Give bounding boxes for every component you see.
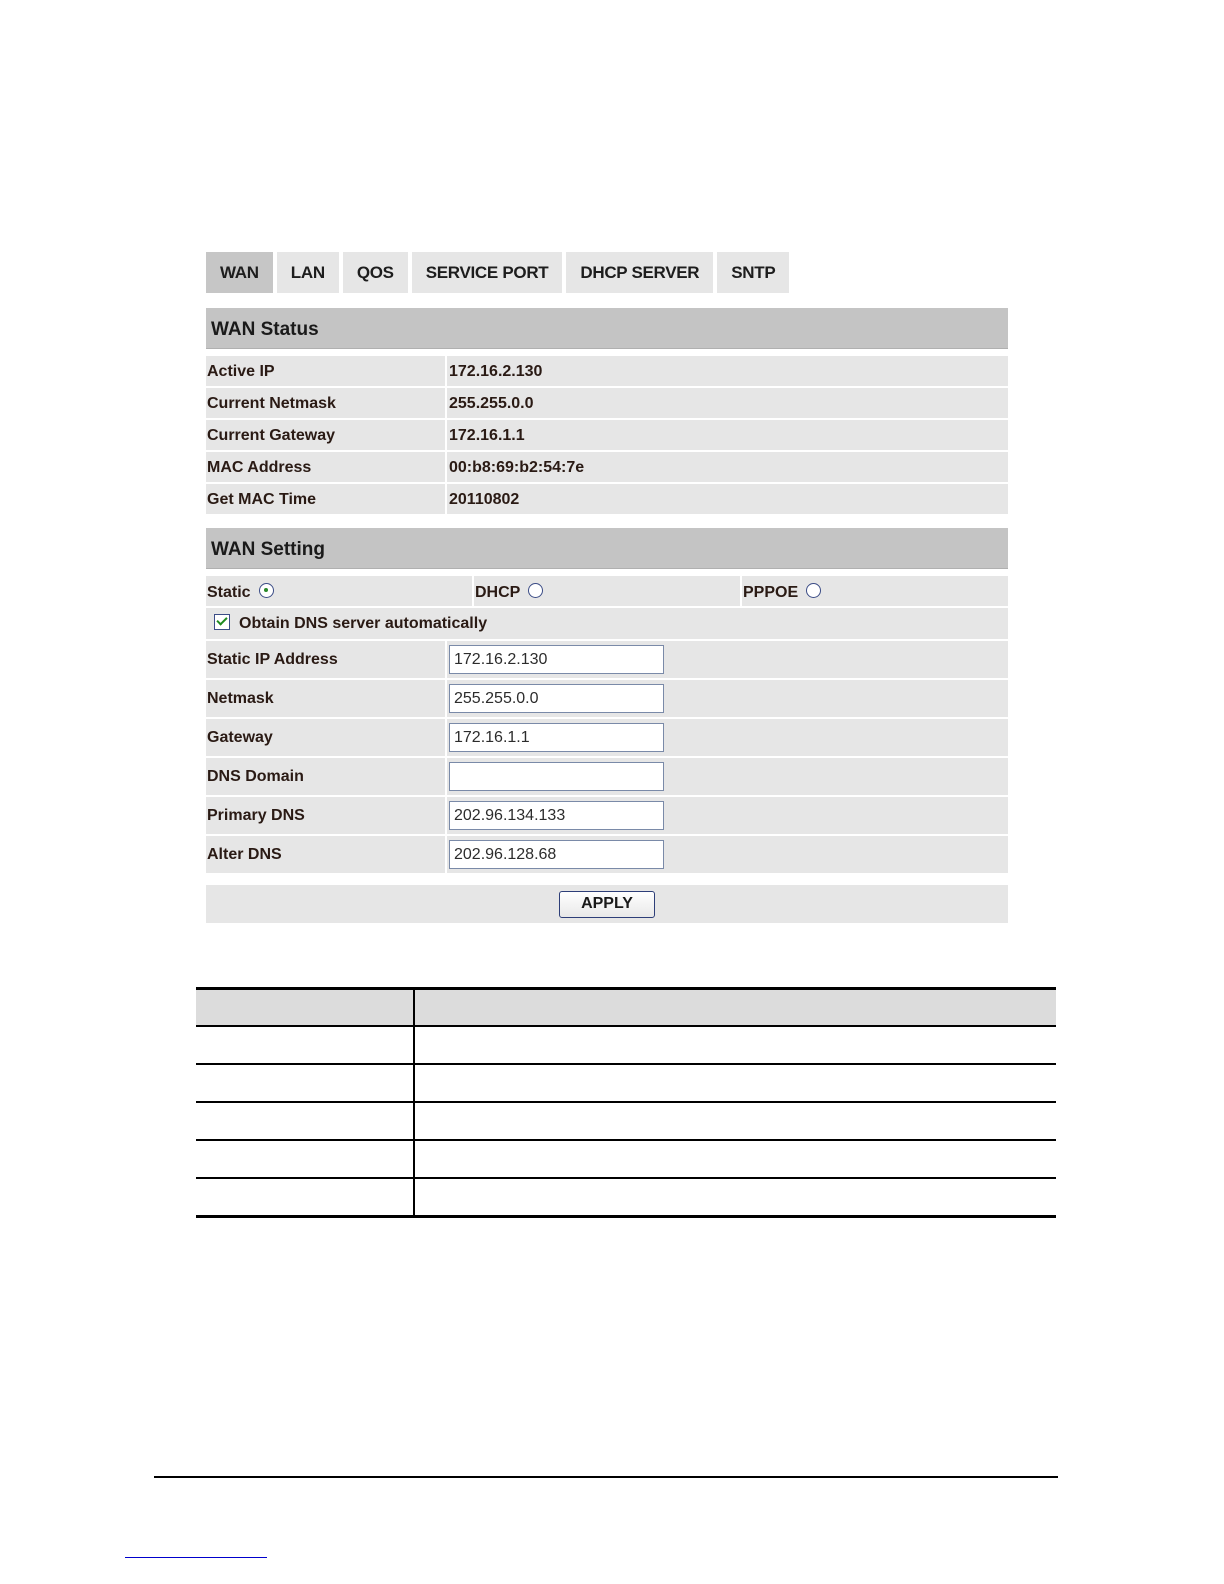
tab-lan[interactable]: LAN	[277, 252, 339, 293]
status-value: 255.255.0.0	[447, 388, 1008, 418]
mode-dhcp[interactable]	[474, 576, 740, 606]
apply-row	[206, 885, 1008, 923]
field-row-alter-dns	[206, 836, 1008, 873]
document-table	[196, 987, 1056, 1218]
pppoe-radio[interactable]	[806, 583, 821, 598]
tab-dhcp-server[interactable]: DHCP SERVER	[566, 252, 713, 293]
wan-status-header: WAN Status	[206, 308, 1008, 349]
mode-pppoe-label: PPPOE	[743, 584, 799, 601]
mode-static-label: Static	[207, 584, 251, 601]
status-value: 20110802	[447, 484, 1008, 514]
dns-domain-input[interactable]	[449, 762, 664, 791]
mode-dhcp-label: DHCP	[475, 584, 521, 601]
mode-static[interactable]	[206, 576, 472, 606]
gateway-input[interactable]	[449, 723, 664, 752]
static-ip-input[interactable]	[449, 645, 664, 674]
table-row	[196, 1102, 1056, 1140]
table-header-row	[196, 989, 1056, 1027]
status-value: 172.16.2.130	[447, 356, 1008, 386]
apply-button[interactable]: APPLY	[559, 891, 655, 918]
tab-bar	[206, 252, 1008, 293]
primary-dns-input[interactable]	[449, 801, 664, 830]
field-row-gateway	[206, 719, 1008, 756]
wan-setting-form	[206, 576, 1008, 923]
field-label: Primary DNS	[206, 797, 445, 834]
static-radio[interactable]	[259, 583, 274, 598]
status-label: Get MAC Time	[206, 484, 445, 514]
status-label: Current Netmask	[206, 388, 445, 418]
status-value: 172.16.1.1	[447, 420, 1008, 450]
status-label: MAC Address	[206, 452, 445, 482]
field-label: Gateway	[206, 719, 445, 756]
connection-mode-row	[206, 576, 1008, 606]
status-row-mac-time	[206, 484, 1008, 514]
table-row	[196, 1140, 1056, 1178]
obtain-dns-row	[206, 608, 1008, 639]
status-row-active-ip	[206, 356, 1008, 386]
wan-status-table	[206, 356, 1008, 514]
status-label: Active IP	[206, 356, 445, 386]
tab-service-port[interactable]: SERVICE PORT	[412, 252, 563, 293]
tab-wan[interactable]: WAN	[206, 252, 273, 293]
footer-rule	[154, 1476, 1058, 1478]
table-row	[196, 1026, 1056, 1064]
field-row-static-ip	[206, 641, 1008, 678]
alter-dns-input[interactable]	[449, 840, 664, 869]
status-label: Current Gateway	[206, 420, 445, 450]
tab-sntp[interactable]: SNTP	[717, 252, 789, 293]
mode-pppoe[interactable]	[742, 576, 1008, 606]
netmask-input[interactable]	[449, 684, 664, 713]
table-row	[196, 1064, 1056, 1102]
status-row-gateway	[206, 420, 1008, 450]
obtain-dns-label: Obtain DNS server automatically	[239, 614, 488, 632]
tab-qos[interactable]: QOS	[343, 252, 408, 293]
status-row-mac-address	[206, 452, 1008, 482]
field-row-primary-dns	[206, 797, 1008, 834]
wan-setting-header: WAN Setting	[206, 528, 1008, 569]
status-row-netmask	[206, 388, 1008, 418]
field-label: DNS Domain	[206, 758, 445, 795]
dhcp-radio[interactable]	[528, 583, 543, 598]
field-row-dns-domain	[206, 758, 1008, 795]
status-value: 00:b8:69:b2:54:7e	[447, 452, 1008, 482]
field-label: Static IP Address	[206, 641, 445, 678]
table-row	[196, 1178, 1056, 1217]
obtain-dns-checkbox[interactable]	[214, 614, 230, 630]
link-underline	[125, 1557, 267, 1558]
field-label: Alter DNS	[206, 836, 445, 873]
router-config-screenshot	[206, 252, 1008, 923]
field-label: Netmask	[206, 680, 445, 717]
field-row-netmask	[206, 680, 1008, 717]
